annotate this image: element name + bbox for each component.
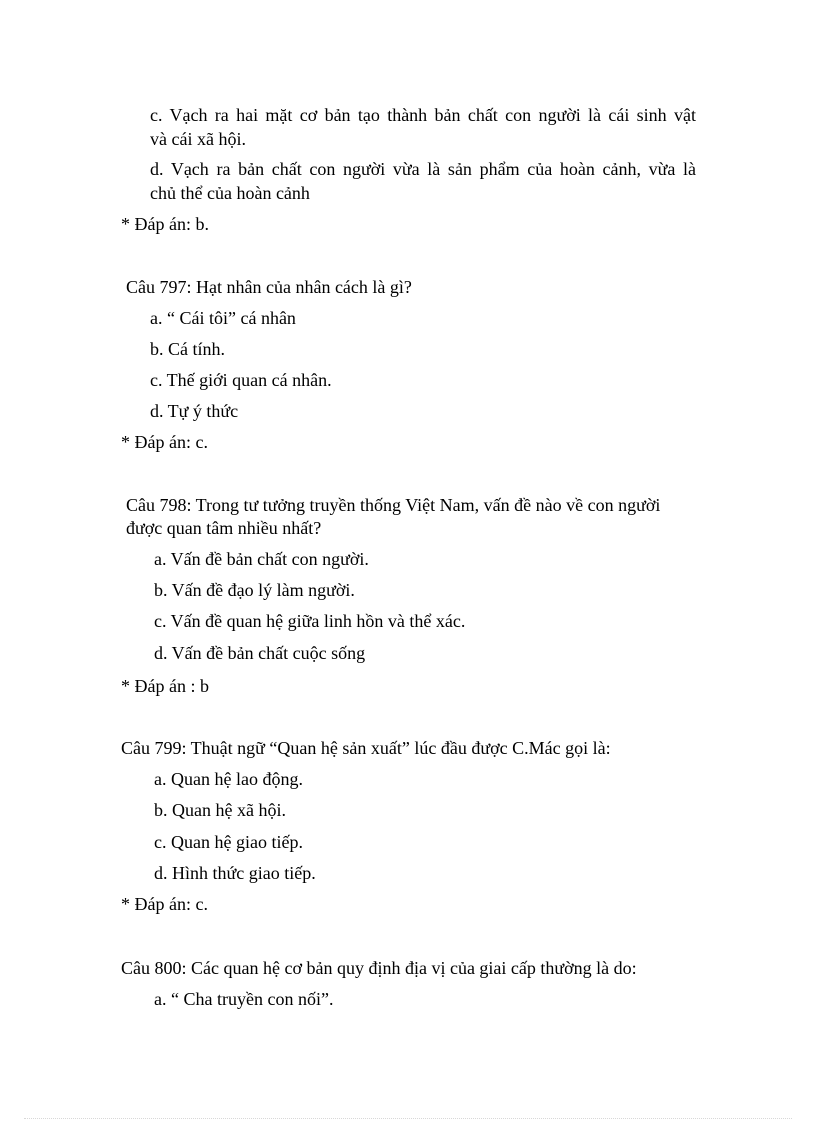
q798-option-d: d. Vấn đề bản chất cuộc sống [154, 643, 366, 663]
question-798-line2: được quan tâm nhiều nhất? [126, 518, 322, 538]
prev-option-c-line1: c. Vạch ra hai mặt cơ bản tạo thành bản chất con người là cái sinh vật [150, 105, 696, 125]
q797-option-d: d. Tự ý thức [150, 401, 239, 421]
q799-option-d: d. Hình thức giao tiếp. [154, 863, 316, 883]
question-799: Câu 799: Thuật ngữ “Quan hệ sản xuất” lúc đầu được C.Mác gọi là: [121, 738, 611, 758]
q797-option-b: b. Cá tính. [150, 339, 225, 359]
prev-answer: * Đáp án: b. [121, 214, 209, 234]
q797-option-c: c. Thế giới quan cá nhân. [150, 370, 332, 390]
q798-option-c: c. Vấn đề quan hệ giữa linh hồn và thể xác. [154, 611, 466, 631]
q799-option-b: b. Quan hệ xã hội. [154, 800, 286, 820]
prev-option-c-line2: và cái xã hội. [150, 129, 246, 149]
page-bottom-divider [24, 1118, 792, 1119]
q798-answer: * Đáp án : b [121, 676, 209, 696]
question-798-line1: Câu 798: Trong tư tưởng truyền thống Việt Nam, vấn đề nào về con người [126, 495, 661, 515]
prev-option-d-line2: chủ thể của hoàn cảnh [150, 183, 310, 203]
q797-answer: * Đáp án: c. [121, 432, 208, 452]
q798-option-b: b. Vấn đề đạo lý làm người. [154, 580, 355, 600]
q799-answer: * Đáp án: c. [121, 894, 208, 914]
q799-option-c: c. Quan hệ giao tiếp. [154, 832, 303, 852]
q800-option-a: a. “ Cha truyền con nối”. [154, 989, 334, 1009]
q799-option-a: a. Quan hệ lao động. [154, 769, 303, 789]
question-800: Câu 800: Các quan hệ cơ bản quy định địa vị của giai cấp thường là do: [121, 958, 637, 978]
q798-option-a: a. Vấn đề bản chất con người. [154, 549, 369, 569]
prev-option-d-line1: d. Vạch ra bản chất con người vừa là sản phẩm của hoàn cảnh, vừa là [150, 159, 696, 179]
question-797: Câu 797: Hạt nhân của nhân cách là gì? [126, 277, 412, 297]
q797-option-a: a. “ Cái tôi” cá nhân [150, 308, 296, 328]
